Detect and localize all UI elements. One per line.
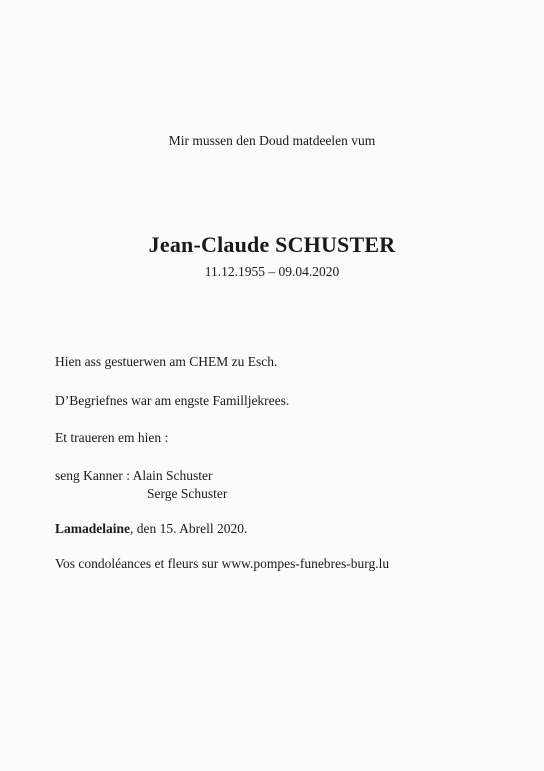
place-name: Lamadelaine [55, 521, 131, 536]
children-label: seng Kanner : [55, 468, 133, 483]
deceased-name: Jean-Claude SCHUSTER [148, 232, 396, 257]
place-date-line [55, 521, 247, 537]
condolences-text: Vos condoléances et fleurs sur www.pompes-funebres-burg.lu [55, 556, 390, 571]
funeral-text: D’Begriefnes war am engste Familljekrees. [55, 393, 290, 408]
life-dates: 11.12.1955 – 09.04.2020 [204, 264, 340, 279]
child-name: Serge Schuster [147, 486, 228, 501]
mourners-intro: Et traueren em hien : [55, 430, 169, 445]
notice-date: , den 15. Abrell 2020. [130, 521, 248, 536]
death-place-text: Hien ass gestuerwen am CHEM zu Esch. [55, 354, 278, 369]
child-name: Alain Schuster [132, 468, 213, 483]
children-line [55, 468, 212, 484]
intro-text: Mir mussen den Doud matdeelen vum [168, 133, 376, 148]
